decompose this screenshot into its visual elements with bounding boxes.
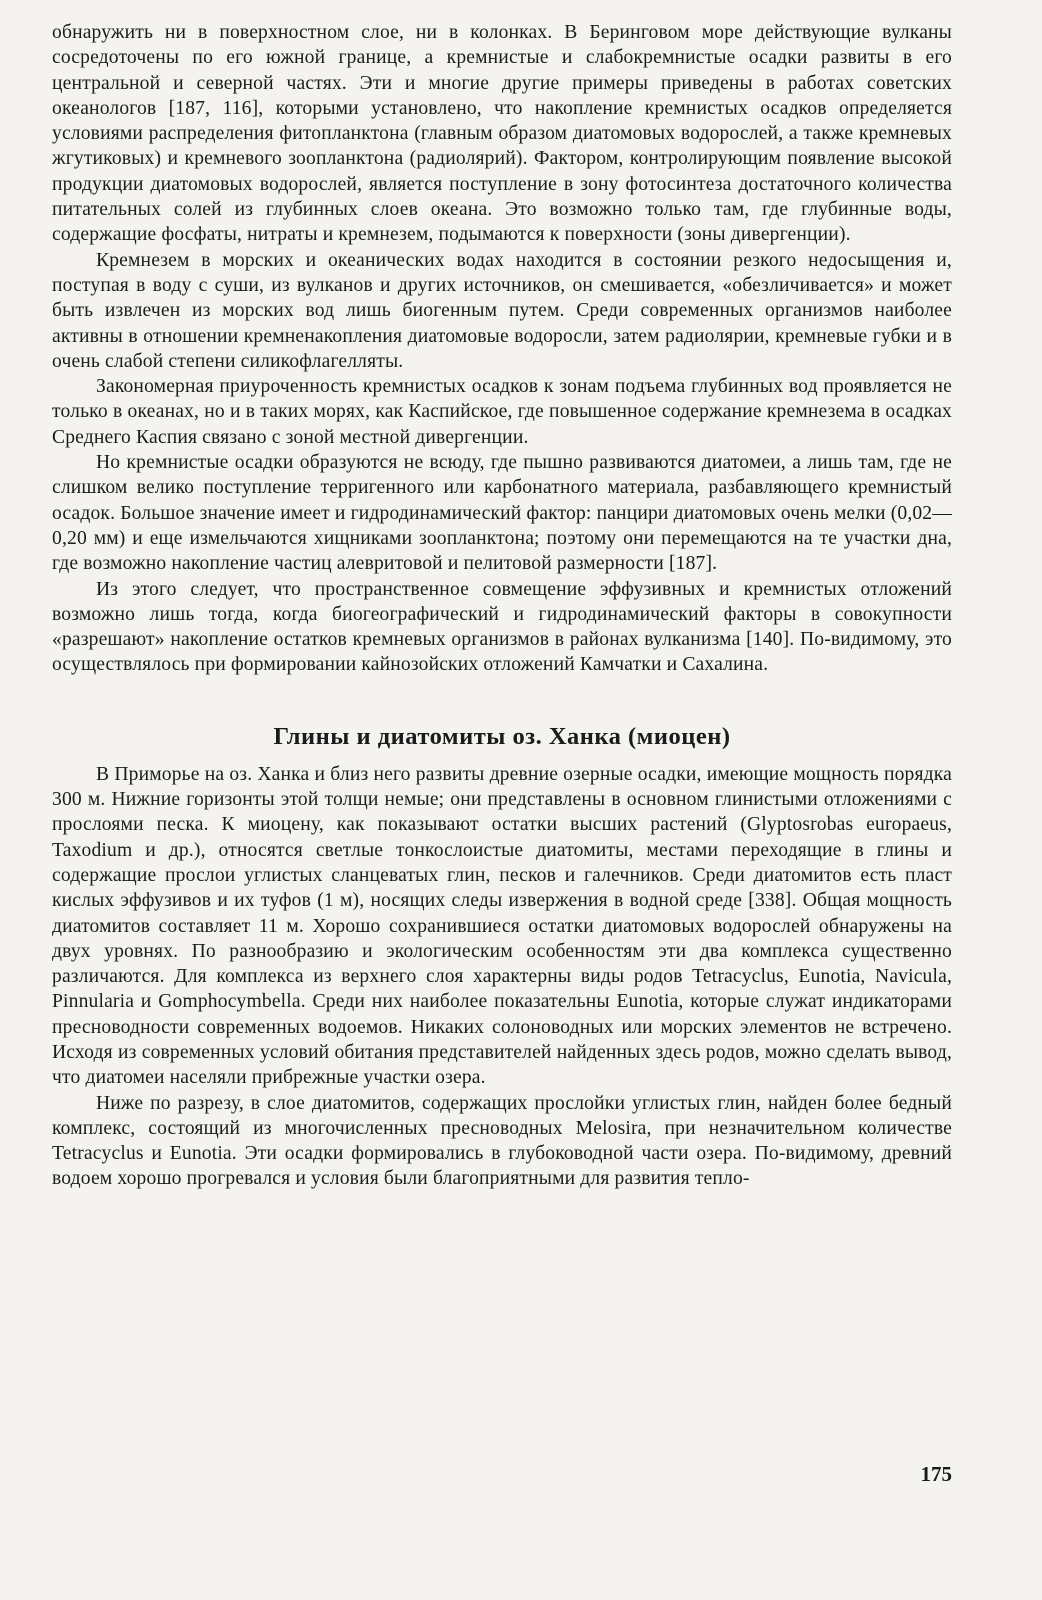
page-number: 175 [920,1462,952,1486]
paragraph: Кремнезем в морских и океанических водах находится в состоянии резкого недосыщения и, поступая в воду с суши, из вулканов и других источников, он смешивается, «обезличивается» и может быть извлечен из морских вод лишь биогенным путем. Среди современных организмов наиболее активны в отношении кремненакопления диатомовые водоросли, затем радиолярии, кремневые губки и в очень слабой степени силикофлагелляты. [52,249,952,372]
paragraph: Из этого следует, что пространственное совмещение эффузивных и кремнистых отложений возможно лишь тогда, когда биогеографический и гидродинамический факторы в совокупности «разрешают» накопление остатков кремневых организмов в районах вулканизма [140]. По-видимому, это осуществлялось при формировании кайнозойских отложений Камчатки и Сахалина. [52,578,952,676]
paragraph: В Приморье на оз. Ханка и близ него развиты древние озерные осадки, имеющие мощность порядка 300 м. Нижние горизонты этой толщи немые; они представлены в основном глинистыми отложениями с прослоями песка. К миоцену, как показывают остатки высших растений (Glyptosrobas europaeus, Taxodium и др.), относятся светлые тонкослоистые диатомиты, местами переходящие в глины и содержащие прослои углистых сланцеватых глин, песков и галечников. Среди диатомитов есть пласт кислых эффузивов и их туфов (1 м), носящих следы извержения в водной среде [338]. Общая мощность диатомитов составляет 11 м. Хорошо сохранившиеся остатки диатомовых водорослей обнаружены на двух уровнях. По разнообразию и экологическим особенностям эти два комплекса существенно различаются. Для комплекса из верхнего слоя характерны виды родов Tetracyclus, Eunotia, Navicula, Pinnularia и Gomphocymbella. Среди них наиболее показательны Eunotia, которые служат индикаторами пресноводности современных водоемов. Никаких солоноводных или морских элементов не встречено. Исходя из современных условий обитания представителей найденных здесь родов, можно сделать вывод, что диатомеи населяли прибрежные участки озера. [52,763,952,1089]
paragraph-continuation: обнаружить ни в поверхностном слое, ни в колонках. В Беринговом море действующие вулканы сосредоточены по его южной границе, а кремнистые и слабокремнистые осадки развиты в его центральной и северной частях. Эти и многие другие примеры приведены в работах советских океанологов [187, 116], которыми установлено, что накопление кремнистых осадков определяется условиями распределения фитопланктона (главным образом диатомовых водорослей, а также кремневых жгутиковых) и кремневого зоопланктона (радиолярий). Фактором, контролирующим появление высокой продукции диатомовых водорослей, является поступление в зону фотосинтеза достаточного количества питательных солей из глубинных слоев океана. Это возможно только там, где глубинные воды, содержащие фосфаты, нитраты и кремнезем, подымаются к поверхности (зоны дивергенции). [52,22,952,246]
paragraph: Ниже по разрезу, в слое диатомитов, содержащих прослойки углистых глин, найден более бедный комплекс, состоящий из многочисленных пресноводных Melosira, при незначительном количестве Tetracyclus и Eunotia. Эти осадки формировались в глубоководной части озера. По-видимому, древний водоем хорошо прогревался и условия были благоприятными для развития тепло- [52,1092,952,1190]
paragraph: Но кремнистые осадки образуются не всюду, где пышно развиваются диатомеи, а лишь там, где не слишком велико поступление терригенного или карбонатного материала, разбавляющего кремнистый осадок. Большое значение имеет и гидродинамический фактор: панцири диатомовых очень мелки (0,02—0,20 мм) и еще измельчаются хищниками зоопланктона; поэтому они перемещаются на те участки дна, где возможно накопление частиц алевритовой и пелитовой размерности [187]. [52,452,952,575]
section-heading: Глины и диатомиты оз. Ханка (миоцен) [273,722,731,750]
document-page [52,20,952,1192]
paragraph: Закономерная приуроченность кремнистых осадков к зонам подъема глубинных вод проявляется не только в океанах, но и в таких морях, как Каспийское, где повышенное содержание кремнезема в осадках Среднего Каспия связано с зоной местной дивергенции. [52,376,952,448]
